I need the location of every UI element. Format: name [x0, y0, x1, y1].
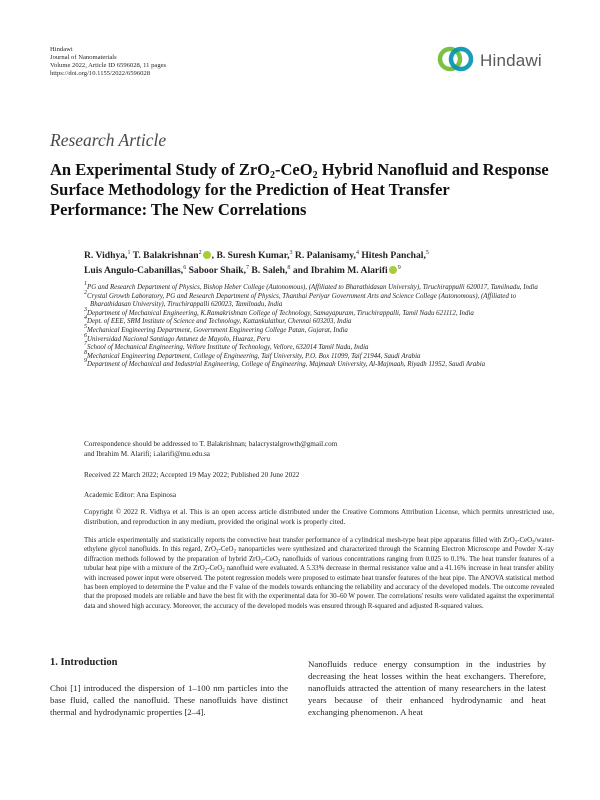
author-list: R. Vidhya,$^1$ T. Balakrishnan$^2$ , B. Suresh Kumar,$^3$ R. Palanisamy,$^4$ Hitesh Panchal,$^5$ Luis Angulo-Cabanillas,$^6$ Saboor Shaik,$^7$ B. Saleh,$^8$ and Ibrahim M. Alarifi $^9$: [84, 250, 429, 276]
author: R. Palanisamy,: [294, 250, 356, 261]
affiliation: $^6$Universidad Nacional Santiago Antunez de Mayolo, Huaraz, Peru: [84, 332, 271, 343]
journal-header: [50, 46, 166, 78]
article-type: Research Article: [50, 130, 167, 150]
academic-editor: Academic Editor: Ana Espinosa: [84, 491, 177, 499]
abstract: This article experimentally and statistically reports the convective heat transfer performance of a cylindrical mesh-type heat pipe apparatus filled with ZrO$_2$-CeO$_2$/water-ethylene glycol nanofluids. In this regard, ZrO$_2$-CeO$_2$ nanoparticles were synthesized and characterized through the Scanning Electron Microscope and Powder X-ray diffraction methods followed by the preparation of hybrid ZrO$_2$-CeO$_2$ nanofluids of various concentrations ranging from 0.025 to 0.1%. The heat transfer features of a tubular heat pipe with a mixture of the ZrO$_2$-CeO$_2$ nanofluid were evaluated. A 5.33% decrease in thermal resistance value and a 41.16% increase in heat transfer ability with increased power input were observed. The potent regression models were proposed to estimate heat transfer features of the heat pipe. The ANOVA statistical method has been employed to determine the P value and the F value of the models towards enhancing the reliability and accuracy of the developed models. The outcome revealed that the proposed models are reliable and have the best fit with the experimental data for 30–60 W power. The correlations' results were validated against the experimental data and showed high accuracy. Moreover, the accuracy of the developed models was ensured through R-squared and adjusted R-squared values.: [84, 537, 554, 610]
orcid-icon[interactable]: [203, 251, 211, 259]
publisher-name: Hindawi: [50, 46, 73, 53]
author: T. Balakrishnan: [132, 250, 199, 261]
orcid-icon[interactable]: [389, 266, 397, 274]
author: Hitesh Panchal,: [361, 250, 426, 261]
affiliation: $^2$Crystal Growth Laboratory, PG and Research Department of Physics, Thanthai Periyar Government Arts and Science College (Autonomous), (Affiliated to Bharathidasan University), Tiruchirappalli 620023, Tamilnadu, India: [84, 289, 517, 309]
affiliation: $^7$School of Mechanical Engineering, Vellore Institute of Technology, Vellore, 632014 Tamil Nadu, India: [84, 341, 369, 352]
author: Saboor Shaik,: [188, 265, 247, 276]
affiliation: $^5$Mechanical Engineering Department, Government Engineering College Patan, Gujarat, India: [84, 323, 348, 334]
author: B. Suresh Kumar,: [216, 250, 290, 261]
author: and Ibrahim M. Alarifi: [292, 265, 388, 276]
left-column-text: Choi [1] introduced the dispersion of 1–100 nm particles into the base fluid, called the nanofluid. These nanofluids have distinct thermal and hydrodynamic properties [2–4].: [50, 683, 288, 717]
volume-info: Volume 2022, Article ID 6596028, 11 pages: [50, 62, 167, 69]
received-dates: Received 22 March 2022; Accepted 19 May 2022; Published 20 June 2022: [84, 471, 300, 479]
section-heading: 1. Introduction: [50, 657, 118, 668]
article-title: An Experimental Study of ZrO$_2$-CeO$_2$ Hybrid Nanofluid and Response Surface Methodology for the Prediction of Heat Transfer Performance: The New Correlations: [50, 160, 549, 219]
author: R. Vidhya,: [84, 250, 128, 261]
affiliation: $^9$Department of Mechanical and Industrial Engineering, College of Engineering, Majmaah University, Al-Majmaah, Riyadh 11952, Saudi Arabia: [84, 358, 486, 369]
affiliation: $^8$Mechanical Engineering Department, College of Engineering, Taif University, P.O. Box 11099, Taif 21944, Saudi Arabia: [84, 349, 421, 360]
affiliation: $^4$Dept. of EEE, SRM Institute of Science and Technology, Kattankulathur, Chennai 603203, India: [84, 315, 352, 326]
journal-name: Journal of Nanomaterials: [50, 54, 117, 61]
author: B. Saleh,: [251, 265, 288, 276]
logo-wordmark: Hindawi: [480, 51, 542, 70]
affiliation: $^3$Department of Mechanical Engineering, K.Ramakrishnan College of Technology, Samayapuram, Tiruchirappalli, Tamil Nadu 621112, India: [84, 306, 474, 317]
doi-link[interactable]: https://doi.org/10.1155/2022/6596028: [50, 70, 151, 77]
copyright-notice: Copyright © 2022 R. Vidhya et al. This is an open access article distributed under the Creative Commons Attribution License, which permits unrestricted use, distribution, and reproduction in any medium, provided the original work is properly cited.: [84, 508, 554, 526]
affiliations: [84, 281, 558, 370]
correspondence: Correspondence should be addressed to T. Balakrishnan; balacrystalgrowth@gmail.com and Ibrahim M. Alarifi; i.alarifi@mu.edu.sa: [84, 440, 338, 458]
right-column-text: Nanofluids reduce energy consumption in the industries by decreasing the heat losses within the heat exchangers. Therefore, nanofluids attracted the attention of many researchers in the latest years because of their enhanced hydrodynamic and heat exchanging phenomenon. A heat: [308, 659, 546, 717]
affiliation: $^1$PG and Research Department of Physics, Bishop Heber College (Autonomous), (Affiliated to Bharathidasan University), Tiruchirappalli 620017, Tamilnadu, India: [84, 281, 538, 291]
author: Luis Angulo-Cabanillas,: [84, 265, 184, 276]
